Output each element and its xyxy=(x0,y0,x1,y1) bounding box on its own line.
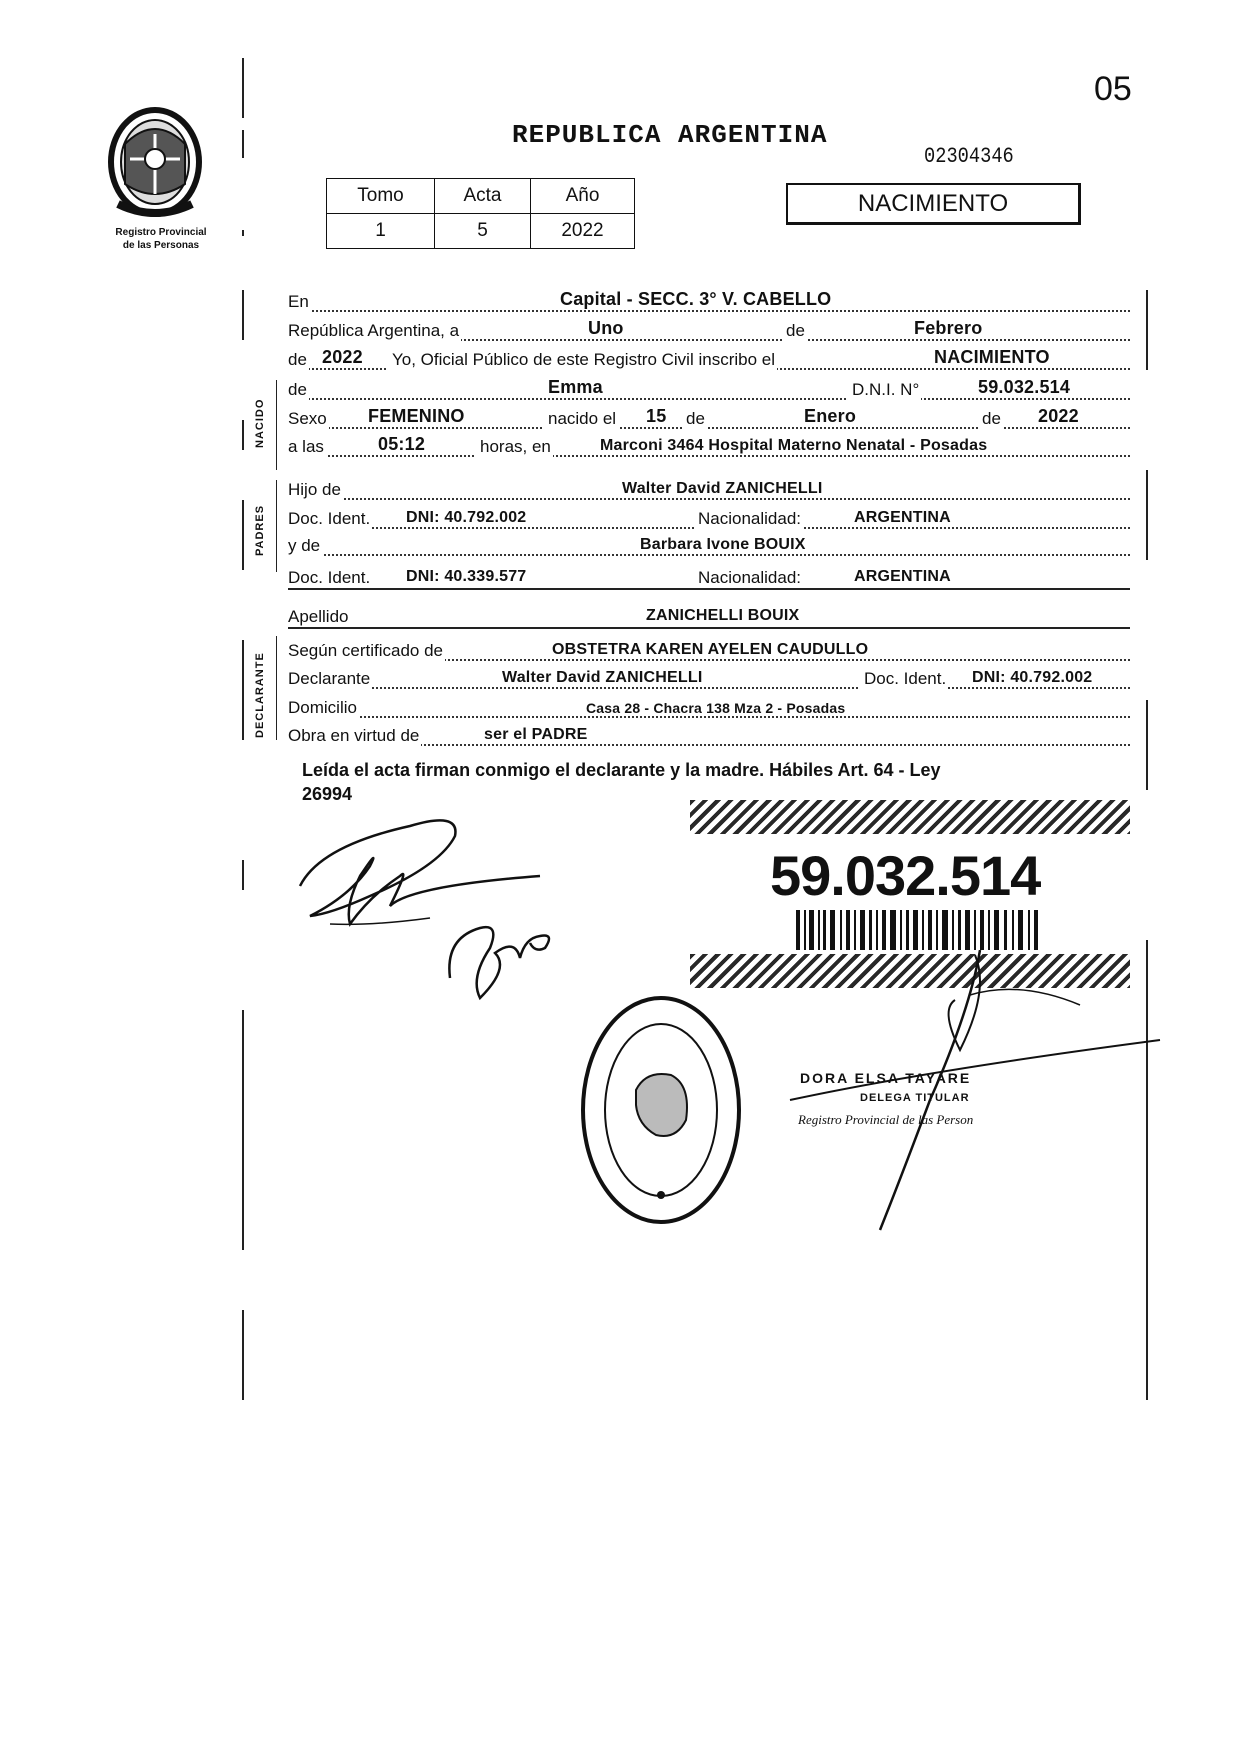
record-type-box: NACIMIENTO xyxy=(786,183,1081,225)
inscribo-label: Yo, Oficial Público de este Registro Civil inscribo el xyxy=(388,350,777,370)
left-margin-line xyxy=(242,420,244,450)
de-label: de xyxy=(786,321,805,340)
declarant-relationship: ser el PADRE xyxy=(484,726,588,743)
registration-year: 2022 xyxy=(322,347,363,367)
left-margin-line xyxy=(242,860,244,890)
apellido-label: Apellido xyxy=(288,607,349,626)
certificate-issuer: OBSTETRA KAREN AYELEN CAUDULLO xyxy=(552,641,869,658)
table-header: Acta xyxy=(435,179,531,214)
birth-month: Enero xyxy=(804,406,857,426)
birth-day: 15 xyxy=(646,406,667,426)
table-cell: 5 xyxy=(435,214,531,249)
alas-label: a las xyxy=(288,437,324,456)
horas-label: horas, en xyxy=(476,437,553,457)
declarant-address: Casa 28 - Chacra 138 Mza 2 - Posadas xyxy=(586,700,846,716)
form-line-name xyxy=(288,374,1130,402)
sticker-dni-number: 59.032.514 xyxy=(770,844,1041,907)
side-label-declarante: DECLARANTE xyxy=(254,652,266,738)
form-line-date xyxy=(288,315,1130,343)
left-margin-line xyxy=(242,640,244,740)
serial-number: 02304346 xyxy=(924,144,1014,169)
record-table xyxy=(326,178,635,249)
form-line-declarant xyxy=(288,663,1130,691)
left-margin-line xyxy=(242,500,244,570)
official-seal xyxy=(576,990,746,1230)
registration-month: Febrero xyxy=(914,318,983,338)
registry-caption-line1: Registro Provincial xyxy=(115,227,207,238)
nacionalidad-label: Nacionalidad: xyxy=(694,568,803,588)
mother-dni: DNI: 40.339.577 xyxy=(406,568,527,585)
declarant-doc-label: Doc. Ident. xyxy=(860,669,948,689)
republica-label: República Argentina, a xyxy=(288,321,460,340)
closing-line2: 26994 xyxy=(302,784,353,804)
right-margin-line xyxy=(1146,290,1148,370)
domicilio-label: Domicilio xyxy=(288,698,357,717)
form-line-obra xyxy=(288,720,1130,748)
father-name: Walter David ZANICHELLI xyxy=(622,480,823,497)
left-margin-line xyxy=(242,1310,244,1400)
birth-time: 05:12 xyxy=(378,434,426,454)
dni-label: D.N.I. N° xyxy=(848,380,921,400)
left-margin-line xyxy=(242,230,244,236)
table-header: Tomo xyxy=(327,179,435,214)
left-margin-line xyxy=(242,1010,244,1250)
form-line-surname xyxy=(288,601,1130,629)
mother-nationality: ARGENTINA xyxy=(854,568,951,585)
child-name: Emma xyxy=(548,377,603,397)
registration-day: Uno xyxy=(588,318,624,338)
left-margin-line xyxy=(242,58,244,118)
section-divider xyxy=(276,636,277,740)
form-line-inscribo xyxy=(288,344,1130,372)
form-line-time xyxy=(288,431,1130,459)
de2-label: de xyxy=(288,350,307,369)
form-line-certificate xyxy=(288,635,1130,663)
closing-statement xyxy=(302,758,1102,806)
hijo-label: Hijo de xyxy=(288,480,341,499)
delegate-title: DELEGA TITULAR xyxy=(860,1092,970,1104)
delegate-signature xyxy=(780,950,1170,1240)
father-dni: DNI: 40.792.002 xyxy=(406,509,527,526)
certificado-label: Según certificado de xyxy=(288,641,443,660)
birth-year: 2022 xyxy=(1038,406,1079,426)
registry-logo-icon xyxy=(100,104,210,224)
delegate-name: DORA ELSA TAYARE xyxy=(800,1070,972,1086)
doc-label: Doc. Ident. xyxy=(288,568,371,587)
yde-label: y de xyxy=(288,536,321,555)
father-nationality: ARGENTINA xyxy=(854,509,951,526)
record-kind: NACIMIENTO xyxy=(934,347,1050,367)
table-header: Año xyxy=(531,179,635,214)
sexo-label: Sexo xyxy=(288,409,327,428)
section-divider xyxy=(276,480,277,572)
child-surname: ZANICHELLI BOUIX xyxy=(646,607,800,624)
table-cell: 2022 xyxy=(531,214,635,249)
country-title: REPUBLICA ARGENTINA xyxy=(512,120,828,150)
nacido-label: nacido el xyxy=(544,409,618,429)
left-margin-line xyxy=(242,130,244,158)
place-of-registry: Capital - SECC. 3° V. CABELLO xyxy=(560,289,832,309)
de3-label: de xyxy=(682,409,707,429)
name-label: de xyxy=(288,380,307,399)
declarant-name: Walter David ZANICHELLI xyxy=(502,669,703,686)
closing-line1: Leída el acta firman conmigo el declarante y la madre. Hábiles Art. 64 - Ley xyxy=(302,760,941,780)
barcode-icon xyxy=(796,910,1046,950)
form-line-father xyxy=(288,474,1130,502)
form-line-en xyxy=(288,286,1130,314)
form-line-father-doc xyxy=(288,503,1130,531)
table-cell: 1 xyxy=(327,214,435,249)
form-line-sex xyxy=(288,403,1130,431)
nacionalidad-label: Nacionalidad: xyxy=(694,509,803,529)
section-divider xyxy=(276,380,277,470)
registry-caption xyxy=(86,226,236,252)
child-dni: 59.032.514 xyxy=(978,377,1071,397)
declarant-dni: DNI: 40.792.002 xyxy=(972,669,1093,686)
obra-label: Obra en virtud de xyxy=(288,726,420,745)
side-label-nacido: NACIDO xyxy=(254,398,266,448)
side-label-padres: PADRES xyxy=(254,504,266,556)
child-sex: FEMENINO xyxy=(368,406,465,426)
registry-caption-line2: de las Personas xyxy=(122,240,200,251)
sticker-band-top xyxy=(690,800,1130,834)
doc-label: Doc. Ident. xyxy=(288,509,371,528)
right-margin-line xyxy=(1146,470,1148,560)
page-number: 05 xyxy=(1094,70,1132,108)
form-line-mother xyxy=(288,530,1130,558)
delegate-office: Registro Provincial de las Person xyxy=(798,1112,974,1127)
form-line-mother-doc xyxy=(288,562,1130,590)
de4-label: de xyxy=(978,409,1003,429)
left-margin-line xyxy=(242,290,244,340)
form-line-domicile xyxy=(288,692,1130,720)
en-label: En xyxy=(288,292,309,311)
mother-signature xyxy=(440,908,580,1008)
mother-name: Barbara Ivone BOUIX xyxy=(640,536,806,553)
birth-place: Marconi 3464 Hospital Materno Nenatal - Posadas xyxy=(600,437,988,454)
right-margin-line xyxy=(1146,700,1148,790)
declarante-label: Declarante xyxy=(288,669,371,688)
